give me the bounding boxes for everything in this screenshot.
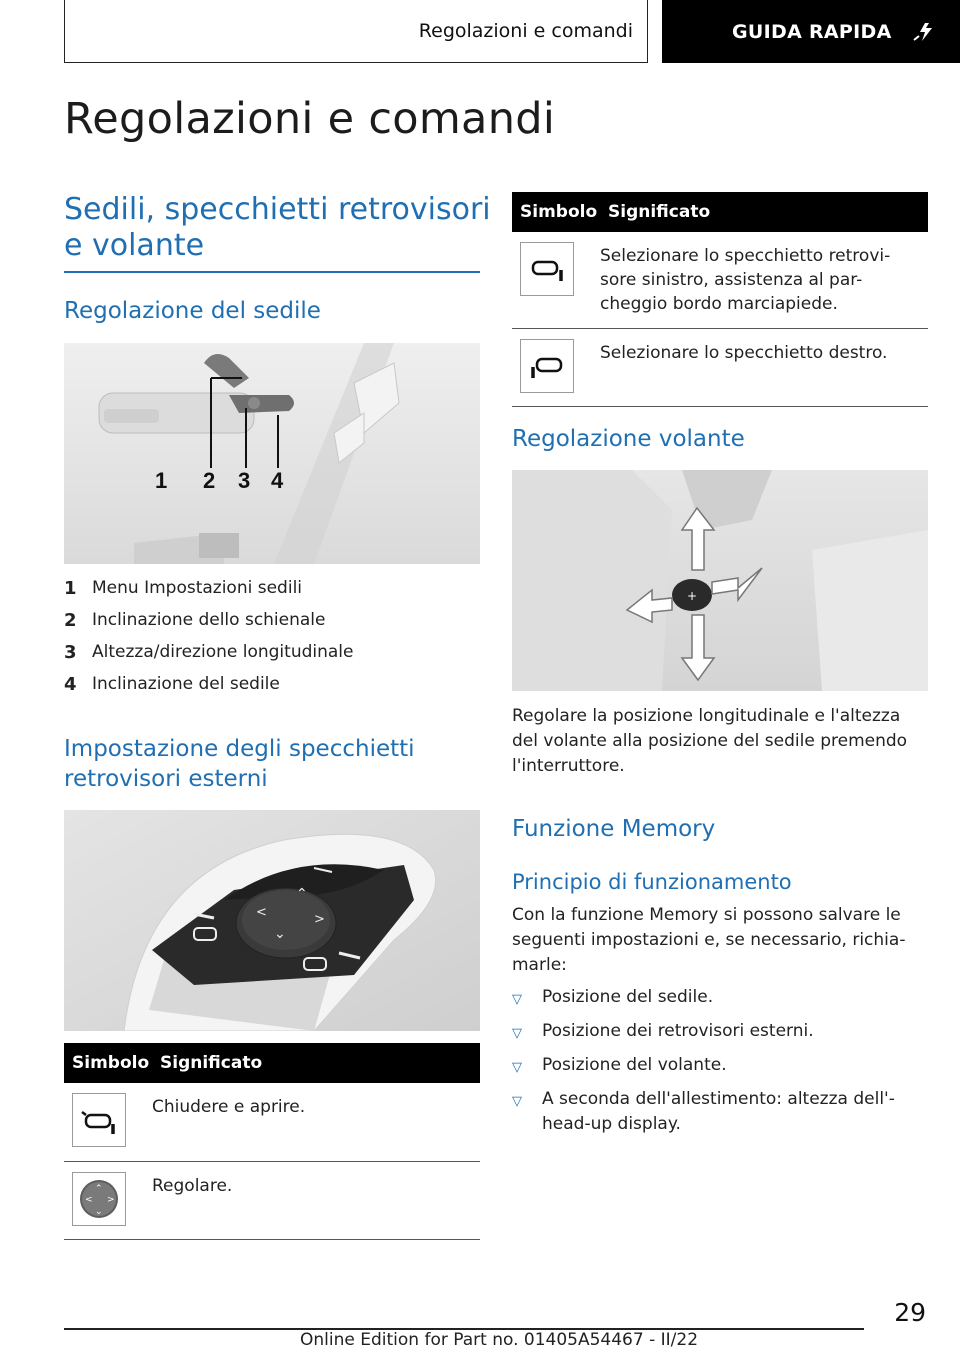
mirror-select-table — [512, 192, 928, 407]
seat-heading: Regolazione del sedile — [64, 298, 321, 324]
table-header-row — [64, 1043, 480, 1083]
table-cell: Regolare. — [152, 1161, 480, 1239]
quick-guide-icon — [912, 22, 936, 42]
seat-legend-list — [64, 572, 480, 700]
steering-text: Regolare la posizione longitudinale e l'altezza del volante alla posizione del sedile premendo l'interruttore. — [512, 706, 908, 776]
photo-label-4: 4 — [271, 468, 284, 493]
section-title — [64, 192, 491, 264]
list-item: 2 Inclinazione dello schienale — [64, 609, 326, 631]
page-number: 29 — [894, 1298, 926, 1327]
table-header-row — [512, 192, 928, 232]
bullet-triangle-icon: ▽ — [512, 1094, 522, 1109]
memory-intro: Con la funzione Memory si possono salvare le seguenti impostazioni e, se necessario, richia- marle: — [512, 905, 906, 975]
svg-text:⌃: ⌃ — [95, 1183, 103, 1194]
steering-heading: Regolazione volante — [512, 426, 745, 452]
footer-text: Online Edition for Part no. 01405A54467 - II/22 — [300, 1330, 699, 1350]
table-cell: Chiudere e aprire. — [152, 1083, 480, 1161]
list-item: 4 Inclinazione del sedile — [64, 673, 280, 695]
list-item: ▽ Posizione dei retrovisori esterni. — [512, 1019, 928, 1046]
list-item: ▽ Posizione del sedile. — [512, 985, 928, 1012]
seat-controls-photo — [64, 343, 480, 564]
mirror-left-icon — [520, 242, 574, 296]
svg-text:⌄: ⌄ — [274, 926, 286, 942]
svg-text:⌃: ⌃ — [296, 886, 308, 902]
steering-switch-photo — [512, 470, 928, 691]
mirror-heading: Impostazione degli specchietti retrovisori esterni — [64, 736, 415, 792]
memory-bullet-list — [512, 985, 928, 1144]
svg-text:<: < — [85, 1194, 93, 1205]
svg-text:+: + — [687, 589, 698, 603]
mirror-switch-photo — [64, 810, 480, 1031]
svg-text:>: > — [314, 912, 325, 927]
section-title-line-2: e volante — [64, 228, 205, 263]
list-item: 3 Altezza/direzione longitudinale — [64, 641, 354, 663]
svg-text:⌄: ⌄ — [95, 1206, 103, 1217]
table-row — [512, 329, 928, 407]
table-row — [512, 232, 928, 329]
section-title-line-1: Sedili, specchietti retrovisori — [64, 192, 491, 227]
list-item: ▽ Posizione del volante. — [512, 1053, 928, 1080]
mirror-fold-icon — [72, 1093, 126, 1147]
photo-label-1: 1 — [155, 468, 168, 493]
quick-guide-tab — [662, 0, 960, 63]
section-tab-label: Regolazioni e comandi — [418, 20, 633, 42]
mirror-adjust-pad-icon — [72, 1172, 126, 1226]
table-cell: Selezionare lo specchietto retrovi- sore sinistro, assistenza al par- cheggio bordo marciapiede. — [600, 232, 928, 329]
bullet-triangle-icon: ▽ — [512, 1060, 522, 1075]
memory-heading: Funzione Memory — [512, 816, 716, 842]
mirror-symbol-table — [64, 1043, 480, 1240]
list-item: 1 Menu Impostazioni sedili — [64, 577, 303, 599]
list-item: ▽ A seconda dell'allestimento: altezza dell'- head-up display. — [512, 1087, 928, 1137]
table-row — [64, 1161, 480, 1239]
table-cell: Selezionare lo specchietto destro. — [600, 329, 928, 407]
section-tab — [64, 0, 648, 63]
col-meaning: Significato — [600, 192, 928, 232]
mirror-right-icon — [520, 339, 574, 393]
col-meaning: Significato — [152, 1043, 480, 1083]
col-symbol: Simbolo — [512, 192, 600, 232]
photo-label-2: 2 — [203, 468, 216, 493]
svg-text:<: < — [256, 905, 267, 920]
memory-subheading: Principio di funzionamento — [512, 870, 792, 894]
bullet-triangle-icon: ▽ — [512, 992, 522, 1007]
table-row — [64, 1083, 480, 1161]
page-title: Regolazioni e comandi — [64, 94, 556, 144]
quick-guide-label: GUIDA RAPIDA — [732, 20, 892, 43]
photo-label-3: 3 — [238, 468, 251, 493]
section-divider — [64, 271, 480, 273]
svg-text:>: > — [107, 1194, 115, 1205]
col-symbol: Simbolo — [64, 1043, 152, 1083]
bullet-triangle-icon: ▽ — [512, 1026, 522, 1041]
